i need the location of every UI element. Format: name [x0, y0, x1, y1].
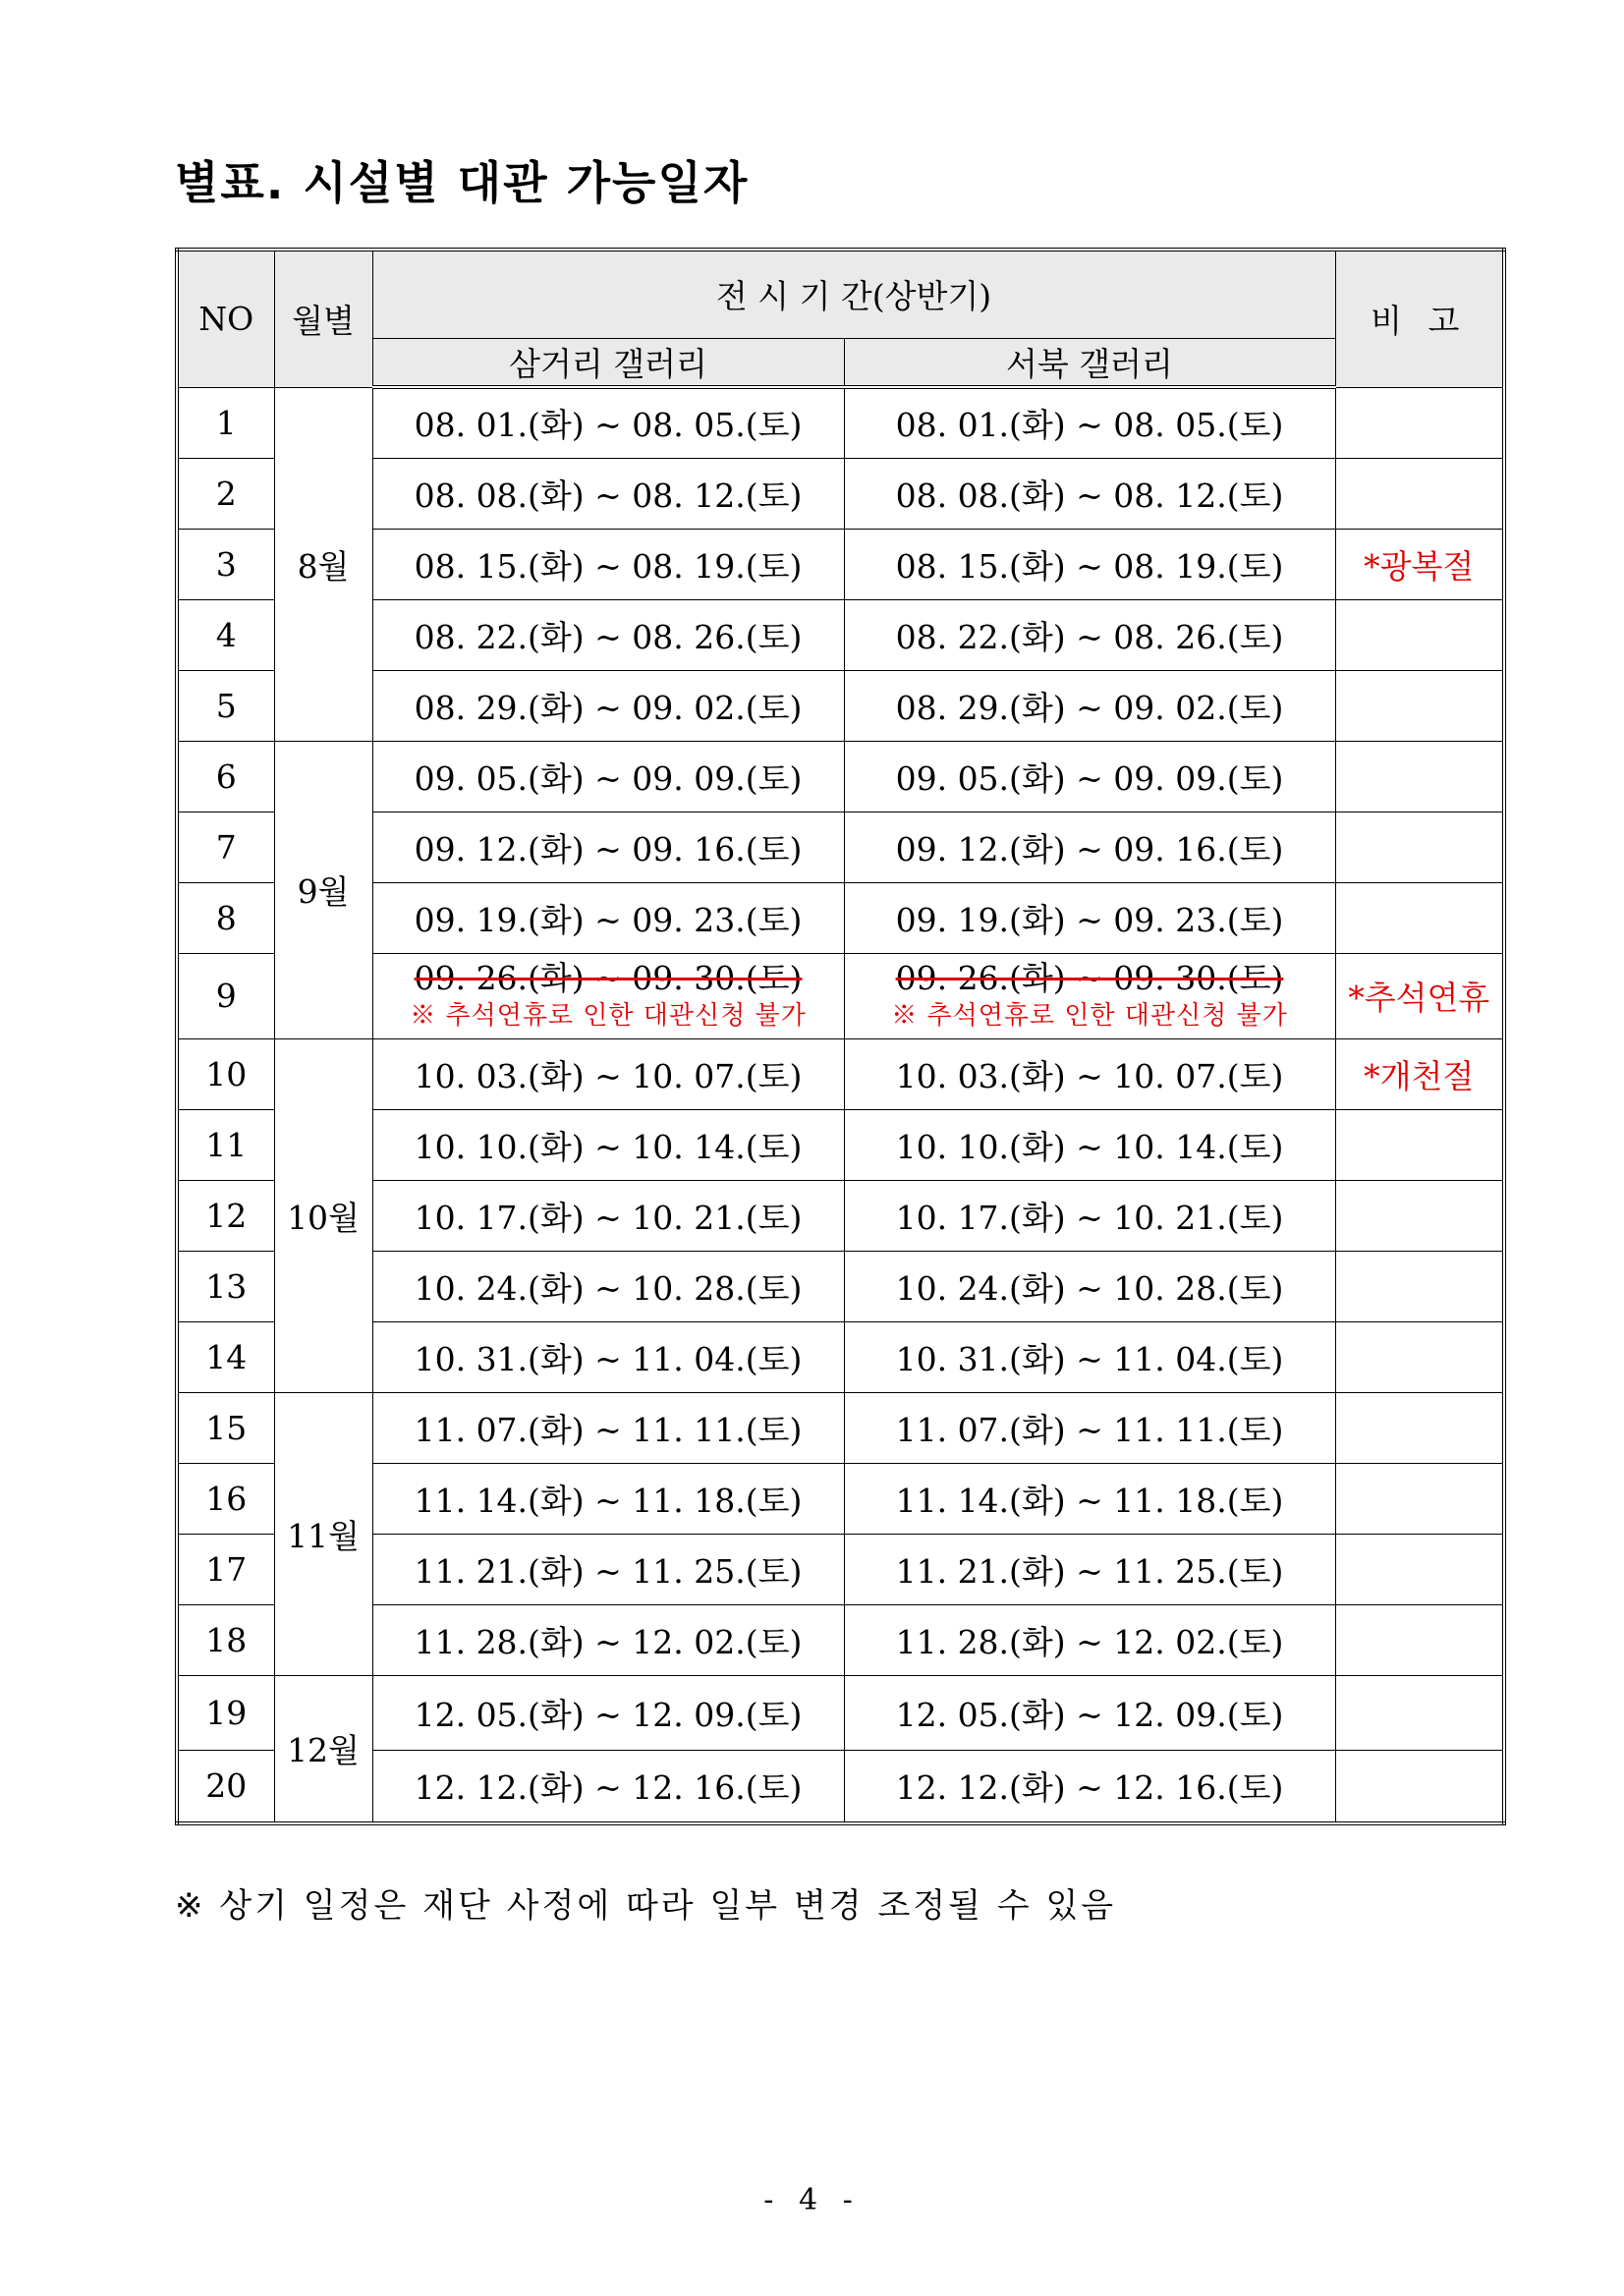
gallery2-period: 11. 14.(화) ~ 11. 18.(토) — [844, 1463, 1335, 1534]
gallery2-period: 08. 22.(화) ~ 08. 26.(토) — [844, 599, 1335, 670]
gallery1-period: 10. 31.(화) ~ 11. 04.(토) — [372, 1321, 844, 1392]
header-remarks: 비 고 — [1335, 250, 1504, 387]
remark — [1335, 741, 1504, 812]
gallery1-period: 08. 01.(화) ~ 08. 05.(토) — [372, 387, 844, 458]
unavailable-note: ※ 추석연휴로 인한 대관신청 불가 — [410, 1000, 807, 1031]
table-row-unavailable — [177, 953, 1504, 1038]
table-row — [177, 741, 1504, 812]
table-row — [177, 1038, 1504, 1109]
row-number: 8 — [177, 882, 274, 953]
footnote: ※ 상기 일정은 재단 사정에 따라 일부 변경 조정될 수 있음 — [175, 1886, 1117, 1926]
row-number: 20 — [177, 1750, 274, 1823]
gallery1-period: 10. 10.(화) ~ 10. 14.(토) — [372, 1109, 844, 1180]
gallery1-period: 09. 19.(화) ~ 09. 23.(토) — [372, 882, 844, 953]
table-row — [177, 1675, 1504, 1750]
remark — [1335, 1463, 1504, 1534]
month-cell: 11월 — [274, 1392, 372, 1675]
table-row — [177, 1180, 1504, 1251]
remark — [1335, 812, 1504, 882]
gallery1-period-unavailable — [372, 953, 844, 1038]
table-row — [177, 458, 1504, 529]
schedule-table — [175, 248, 1506, 1825]
gallery2-period: 08. 29.(화) ~ 09. 02.(토) — [844, 670, 1335, 741]
gallery1-period: 11. 07.(화) ~ 11. 11.(토) — [372, 1392, 844, 1463]
row-number: 10 — [177, 1038, 274, 1109]
remark — [1335, 1109, 1504, 1180]
remark — [1335, 599, 1504, 670]
table-row — [177, 1604, 1504, 1675]
gallery2-period: 10. 10.(화) ~ 10. 14.(토) — [844, 1109, 1335, 1180]
header-period: 전 시 기 간(상반기) — [372, 250, 1335, 338]
remark: *추석연휴 — [1335, 953, 1504, 1038]
row-number: 6 — [177, 741, 274, 812]
remark — [1335, 1675, 1504, 1750]
row-number: 7 — [177, 812, 274, 882]
gallery2-period: 09. 12.(화) ~ 09. 16.(토) — [844, 812, 1335, 882]
gallery2-period: 08. 15.(화) ~ 08. 19.(토) — [844, 529, 1335, 599]
row-number: 5 — [177, 670, 274, 741]
gallery1-period: 08. 29.(화) ~ 09. 02.(토) — [372, 670, 844, 741]
table-body — [177, 387, 1504, 1823]
remark — [1335, 670, 1504, 741]
remark — [1335, 1180, 1504, 1251]
remark — [1335, 387, 1504, 458]
gallery2-period: 11. 28.(화) ~ 12. 02.(토) — [844, 1604, 1335, 1675]
gallery2-period: 10. 31.(화) ~ 11. 04.(토) — [844, 1321, 1335, 1392]
table-row — [177, 529, 1504, 599]
row-number: 19 — [177, 1675, 274, 1750]
table-row — [177, 1392, 1504, 1463]
remark — [1335, 1604, 1504, 1675]
row-number: 4 — [177, 599, 274, 670]
gallery1-period: 11. 21.(화) ~ 11. 25.(토) — [372, 1534, 844, 1604]
table-row — [177, 812, 1504, 882]
remark — [1335, 1534, 1504, 1604]
page-title: 별표. 시설별 대관 가능일자 — [175, 156, 750, 209]
gallery1-period: 10. 03.(화) ~ 10. 07.(토) — [372, 1038, 844, 1109]
gallery1-period: 12. 12.(화) ~ 12. 16.(토) — [372, 1750, 844, 1823]
row-number: 17 — [177, 1534, 274, 1604]
table-row — [177, 1750, 1504, 1823]
header-month: 월별 — [274, 250, 372, 387]
gallery2-period: 11. 21.(화) ~ 11. 25.(토) — [844, 1534, 1335, 1604]
remark — [1335, 1321, 1504, 1392]
row-number: 12 — [177, 1180, 274, 1251]
gallery2-period: 12. 12.(화) ~ 12. 16.(토) — [844, 1750, 1335, 1823]
table-row — [177, 1321, 1504, 1392]
row-number: 3 — [177, 529, 274, 599]
gallery1-period: 11. 14.(화) ~ 11. 18.(토) — [372, 1463, 844, 1534]
struck-period: 09. 26.(화) ~ 09. 30.(토) — [895, 958, 1284, 997]
remark — [1335, 1392, 1504, 1463]
gallery1-period: 11. 28.(화) ~ 12. 02.(토) — [372, 1604, 844, 1675]
gallery2-period: 12. 05.(화) ~ 12. 09.(토) — [844, 1675, 1335, 1750]
remark — [1335, 882, 1504, 953]
row-number: 16 — [177, 1463, 274, 1534]
gallery2-period: 08. 01.(화) ~ 08. 05.(토) — [844, 387, 1335, 458]
gallery2-period-unavailable — [844, 953, 1335, 1038]
remark: *개천절 — [1335, 1038, 1504, 1109]
header-gallery-samgeori: 삼거리 갤러리 — [372, 338, 844, 387]
gallery1-period: 09. 05.(화) ~ 09. 09.(토) — [372, 741, 844, 812]
table-header — [177, 250, 1504, 387]
table-row — [177, 1109, 1504, 1180]
gallery2-period: 10. 03.(화) ~ 10. 07.(토) — [844, 1038, 1335, 1109]
gallery1-period: 08. 22.(화) ~ 08. 26.(토) — [372, 599, 844, 670]
gallery2-period: 09. 05.(화) ~ 09. 09.(토) — [844, 741, 1335, 812]
gallery1-period: 08. 15.(화) ~ 08. 19.(토) — [372, 529, 844, 599]
table-row — [177, 387, 1504, 458]
remark — [1335, 458, 1504, 529]
gallery1-period: 10. 17.(화) ~ 10. 21.(토) — [372, 1180, 844, 1251]
gallery2-period: 11. 07.(화) ~ 11. 11.(토) — [844, 1392, 1335, 1463]
gallery1-period: 09. 12.(화) ~ 09. 16.(토) — [372, 812, 844, 882]
row-number: 15 — [177, 1392, 274, 1463]
struck-period: 09. 26.(화) ~ 09. 30.(토) — [414, 958, 803, 997]
table-row — [177, 882, 1504, 953]
month-cell: 9월 — [274, 741, 372, 1038]
month-cell: 10월 — [274, 1038, 372, 1392]
table-row — [177, 1534, 1504, 1604]
header-no: NO — [177, 250, 274, 387]
header-gallery-seobuk: 서북 갤러리 — [844, 338, 1335, 387]
row-number: 1 — [177, 387, 274, 458]
row-number: 11 — [177, 1109, 274, 1180]
row-number: 18 — [177, 1604, 274, 1675]
month-cell: 8월 — [274, 387, 372, 741]
gallery2-period: 10. 24.(화) ~ 10. 28.(토) — [844, 1251, 1335, 1321]
gallery1-period: 10. 24.(화) ~ 10. 28.(토) — [372, 1251, 844, 1321]
month-cell: 12월 — [274, 1675, 372, 1823]
table-row — [177, 1463, 1504, 1534]
row-number: 2 — [177, 458, 274, 529]
gallery1-period: 12. 05.(화) ~ 12. 09.(토) — [372, 1675, 844, 1750]
table-row — [177, 599, 1504, 670]
gallery2-period: 10. 17.(화) ~ 10. 21.(토) — [844, 1180, 1335, 1251]
row-number: 14 — [177, 1321, 274, 1392]
table-row — [177, 1251, 1504, 1321]
page-number: - 4 - — [763, 2183, 861, 2217]
table-row — [177, 670, 1504, 741]
remark: *광복절 — [1335, 529, 1504, 599]
schedule-table-container — [175, 248, 1502, 1825]
remark — [1335, 1750, 1504, 1823]
gallery1-period: 08. 08.(화) ~ 08. 12.(토) — [372, 458, 844, 529]
unavailable-note: ※ 추석연휴로 인한 대관신청 불가 — [891, 1000, 1288, 1031]
gallery2-period: 09. 19.(화) ~ 09. 23.(토) — [844, 882, 1335, 953]
gallery2-period: 08. 08.(화) ~ 08. 12.(토) — [844, 458, 1335, 529]
row-number: 9 — [177, 953, 274, 1038]
remark — [1335, 1251, 1504, 1321]
row-number: 13 — [177, 1251, 274, 1321]
